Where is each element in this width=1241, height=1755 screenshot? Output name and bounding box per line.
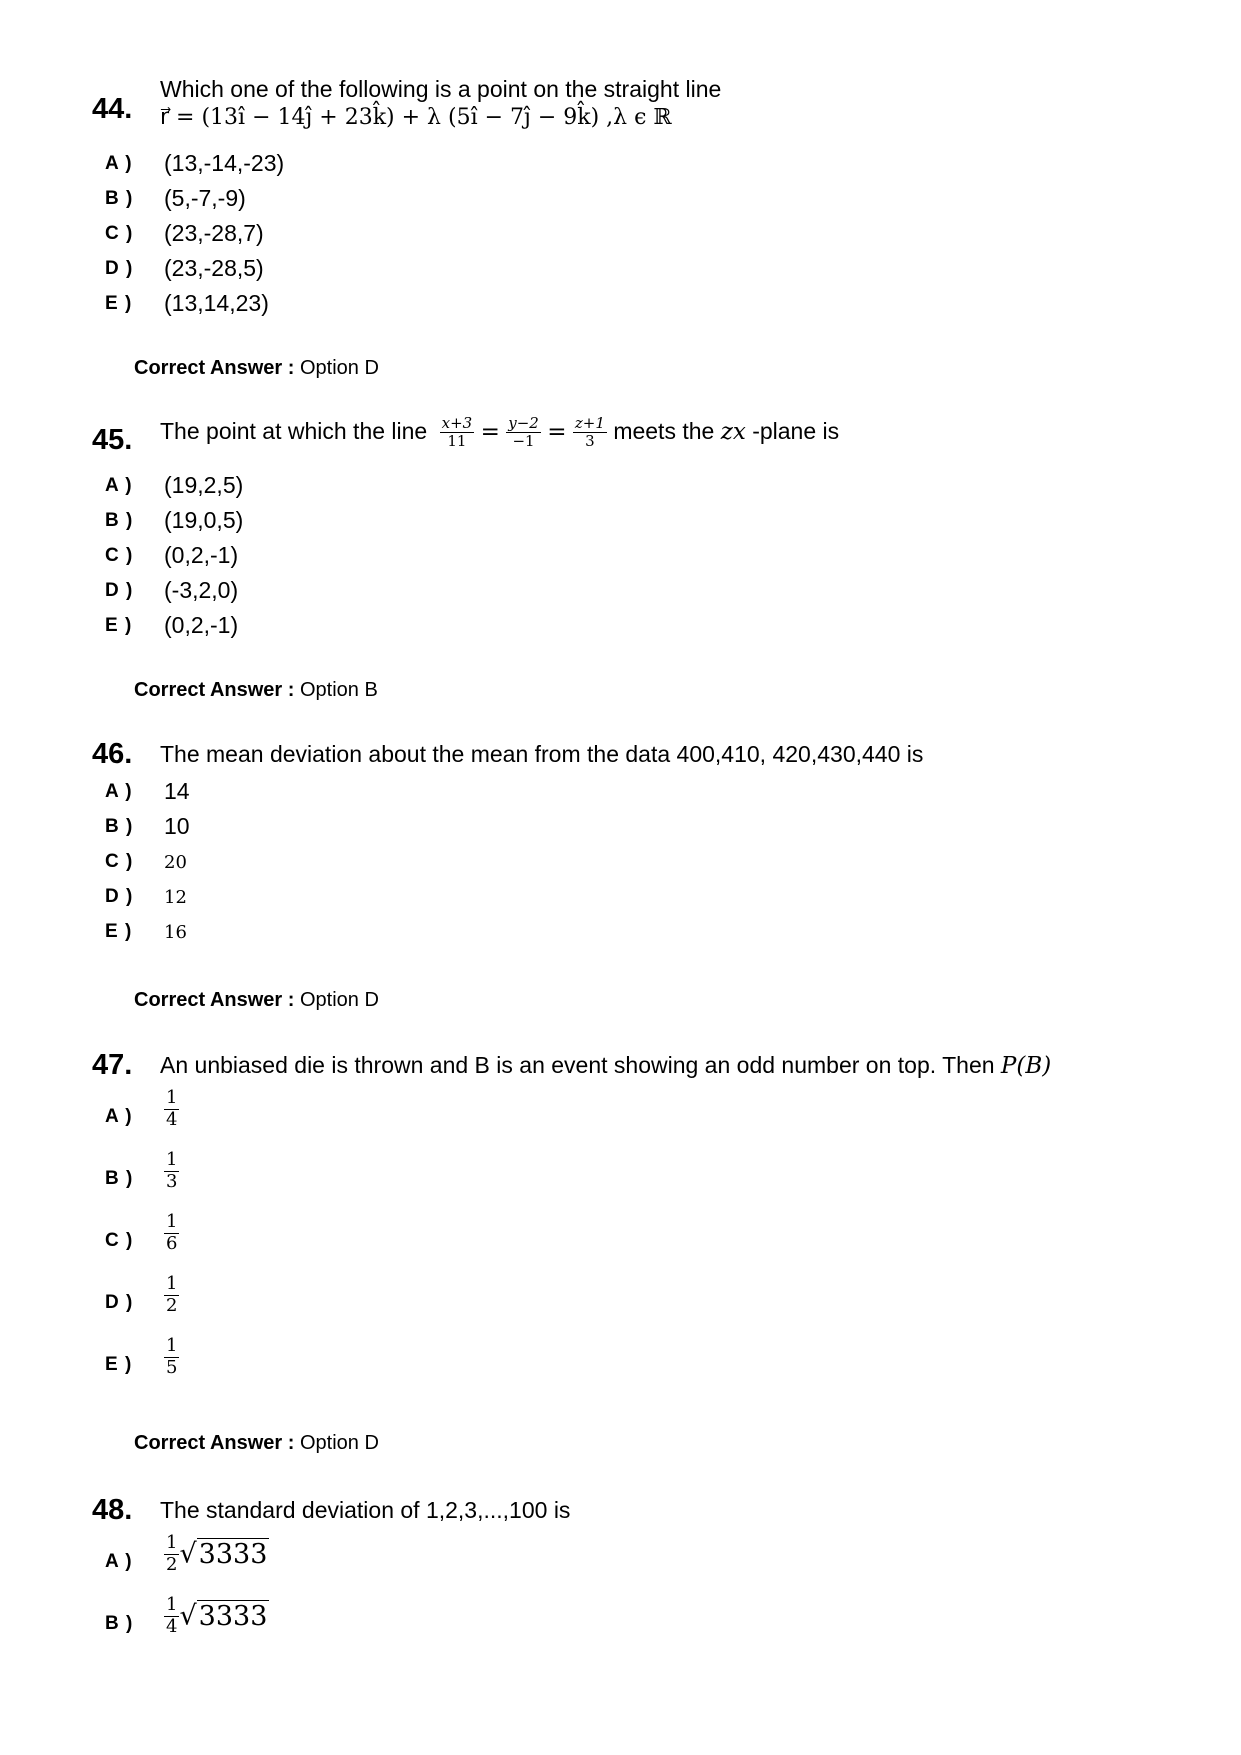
sqrt-symbol: √ xyxy=(179,1600,197,1632)
option-fraction xyxy=(164,1336,179,1378)
fraction-numerator: 1 xyxy=(166,1594,178,1615)
correct-answer xyxy=(134,1432,379,1455)
option-label: C ) xyxy=(105,1230,134,1251)
option-label: A ) xyxy=(105,1551,133,1572)
option-text: 14 xyxy=(164,778,190,804)
option-text: (5,-7,-9) xyxy=(164,185,246,211)
option-label: D ) xyxy=(105,258,134,279)
radicand: 3333 xyxy=(198,1600,268,1632)
option-text: 12 xyxy=(164,887,187,908)
option-label: E ) xyxy=(105,1354,133,1375)
option-label: A ) xyxy=(105,475,133,496)
option-expression xyxy=(164,1595,269,1637)
question-number: 44. xyxy=(92,93,133,125)
question-text: The standard deviation of 1,2,3,...,100 is xyxy=(160,1497,571,1523)
correct-answer-value: Option D xyxy=(299,989,379,1011)
option-label: B ) xyxy=(105,510,134,531)
option-text: (23,-28,5) xyxy=(164,255,264,281)
fraction-numerator: 1 xyxy=(166,1532,178,1553)
equals-sign: = xyxy=(547,418,567,445)
option-fraction xyxy=(164,1212,179,1254)
question-number: 46. xyxy=(92,738,133,770)
option-text: 10 xyxy=(164,813,190,839)
square-root xyxy=(179,1538,269,1570)
fraction-denominator: 2 xyxy=(166,1553,178,1575)
option-text: (19,0,5) xyxy=(164,507,244,533)
probability-expression: P(B) xyxy=(1000,1053,1052,1079)
fraction-denominator: 5 xyxy=(166,1356,178,1378)
fraction-denominator: 4 xyxy=(166,1615,178,1637)
option-fraction xyxy=(164,1150,179,1192)
option-label: D ) xyxy=(105,580,134,601)
fraction-numerator: 1 xyxy=(166,1087,178,1108)
correct-answer-label: Correct Answer : xyxy=(134,679,295,701)
fraction-denominator: 3 xyxy=(585,432,595,451)
sqrt-symbol: √ xyxy=(179,1538,197,1570)
option-label: E ) xyxy=(105,615,133,636)
correct-answer xyxy=(134,679,378,702)
fraction-denominator: 4 xyxy=(166,1108,178,1130)
fraction-denominator: −1 xyxy=(512,432,535,451)
plane-variable: zx xyxy=(720,418,746,445)
option-label: D ) xyxy=(105,1292,134,1313)
question-equation: r⃗ = (13î − 14ĵ + 23k̂) + λ (5î − 7ĵ − 9k̂) ,λ ϵ ℝ xyxy=(160,105,672,130)
correct-answer-label: Correct Answer : xyxy=(134,1432,295,1454)
option-label: D ) xyxy=(105,886,134,907)
option-label: B ) xyxy=(105,1168,134,1189)
option-fraction xyxy=(164,1088,179,1130)
fraction-numerator: y−2 xyxy=(508,414,539,432)
fraction xyxy=(573,415,607,451)
fraction-numerator: 1 xyxy=(166,1149,178,1170)
fraction-denominator: 2 xyxy=(166,1294,178,1316)
option-label: A ) xyxy=(105,153,133,174)
fraction-numerator: 1 xyxy=(166,1335,178,1356)
option-fraction xyxy=(164,1274,179,1316)
fraction-denominator: 3 xyxy=(166,1170,178,1192)
question-number: 48. xyxy=(92,1494,133,1526)
question-text xyxy=(160,1052,1051,1079)
fraction-numerator: x+3 xyxy=(441,414,473,432)
fraction xyxy=(506,415,541,451)
fraction xyxy=(440,415,475,451)
option-text: (13,14,23) xyxy=(164,290,269,316)
option-expression xyxy=(164,1533,269,1575)
option-text: (0,2,-1) xyxy=(164,542,239,568)
question-number: 45. xyxy=(92,424,133,456)
fraction-denominator: 11 xyxy=(447,432,467,451)
option-text: (0,2,-1) xyxy=(164,612,239,638)
option-text: (-3,2,0) xyxy=(164,577,239,603)
option-label: C ) xyxy=(105,851,134,872)
fraction xyxy=(164,1088,179,1130)
option-label: B ) xyxy=(105,1613,134,1634)
correct-answer-label: Correct Answer : xyxy=(134,989,295,1011)
option-label: A ) xyxy=(105,781,133,802)
correct-answer xyxy=(134,989,379,1012)
question-text: Which one of the following is a point on the straight line xyxy=(160,76,722,102)
fraction xyxy=(164,1595,179,1637)
fraction-numerator: 1 xyxy=(166,1273,178,1294)
question-text xyxy=(160,415,839,451)
square-root xyxy=(179,1600,269,1632)
question-text-mid: meets the xyxy=(613,417,715,444)
option-text: (13,-14,-23) xyxy=(164,150,285,176)
option-text: 20 xyxy=(164,852,187,873)
question-text-main: An unbiased die is thrown and B is an event showing an odd number on top. Then xyxy=(160,1052,995,1078)
question-text-start: The point at which the line xyxy=(160,417,428,444)
question-number: 47. xyxy=(92,1049,133,1081)
equals-sign: = xyxy=(480,418,500,445)
option-label: E ) xyxy=(105,921,133,942)
fraction-numerator: z+1 xyxy=(574,414,605,432)
option-text: (23,-28,7) xyxy=(164,220,264,246)
option-label: C ) xyxy=(105,223,134,244)
option-label: E ) xyxy=(105,293,133,314)
option-label: C ) xyxy=(105,545,134,566)
correct-answer-value: Option D xyxy=(299,357,379,379)
question-text: The mean deviation about the mean from the data 400,410, 420,430,440 is xyxy=(160,741,924,767)
correct-answer-value: Option D xyxy=(299,1432,379,1454)
fraction xyxy=(164,1212,179,1254)
correct-answer-label: Correct Answer : xyxy=(134,357,295,379)
correct-answer-value: Option B xyxy=(299,679,378,701)
option-label: B ) xyxy=(105,816,134,837)
option-label: A ) xyxy=(105,1106,133,1127)
option-label: B ) xyxy=(105,188,134,209)
fraction xyxy=(164,1150,179,1192)
correct-answer xyxy=(134,357,379,380)
fraction xyxy=(164,1533,179,1575)
question-text-end: -plane is xyxy=(752,417,840,444)
fraction-numerator: 1 xyxy=(166,1211,178,1232)
fraction-denominator: 6 xyxy=(166,1232,178,1254)
option-text: (19,2,5) xyxy=(164,472,244,498)
fraction xyxy=(164,1274,179,1316)
option-text: 16 xyxy=(164,922,187,943)
fraction xyxy=(164,1336,179,1378)
radicand: 3333 xyxy=(198,1538,268,1570)
